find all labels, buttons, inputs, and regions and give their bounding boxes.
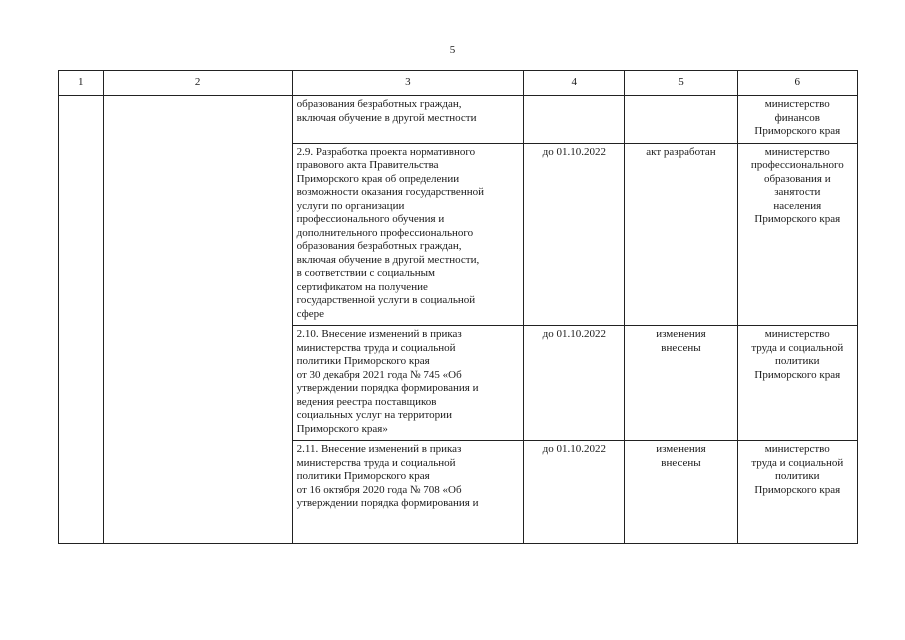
measure-description: 2.9. Разработка проекта нормативного правового акта Правительства Приморского края об определении возможности оказания государственной услуги по организации профессионального обучения и дополнительного профессионального образования безработных граждан, включая обучение в другой местности, в соответствии с социальным сертификатом на получение государственной услуги в социальной сфере [292, 143, 524, 326]
header-cell-6: 6 [737, 71, 857, 96]
result [625, 96, 737, 144]
responsible: министерство профессионального образования и занятости населения Приморского края [737, 143, 857, 326]
measure-description: образования безработных граждан, включая обучение в другой местности [292, 96, 524, 144]
result: изменения внесены [625, 326, 737, 441]
deadline: до 01.10.2022 [524, 326, 625, 441]
cell-col2-merged [103, 96, 292, 544]
responsible: министерство труда и социальной политики Приморского края [737, 326, 857, 441]
result: акт разработан [625, 143, 737, 326]
deadline: до 01.10.2022 [524, 441, 625, 544]
page-number: 5 [449, 44, 456, 56]
header-cell-5: 5 [625, 71, 737, 96]
deadline: до 01.10.2022 [524, 143, 625, 326]
measures-table [58, 70, 858, 544]
measure-description: 2.11. Внесение изменений в приказ министерства труда и социальной политики Приморского края от 16 октября 2020 года № 708 «Об утверждении порядка формирования и [292, 441, 524, 544]
cell-col1-merged [59, 96, 104, 544]
responsible: министерство финансов Приморского края [737, 96, 857, 144]
responsible: министерство труда и социальной политики Приморского края [737, 441, 857, 544]
measure-description: 2.10. Внесение изменений в приказ министерства труда и социальной политики Приморского края от 30 декабря 2021 года № 745 «Об утверждении порядка формирования и ведения реестра поставщиков социальных услуг на территории Приморского края» [292, 326, 524, 441]
header-cell-1: 1 [59, 71, 104, 96]
table-row [59, 96, 858, 144]
header-cell-4: 4 [524, 71, 625, 96]
result: изменения внесены [625, 441, 737, 544]
deadline [524, 96, 625, 144]
header-cell-2: 2 [103, 71, 292, 96]
header-cell-3: 3 [292, 71, 524, 96]
table-header-row [59, 71, 858, 96]
